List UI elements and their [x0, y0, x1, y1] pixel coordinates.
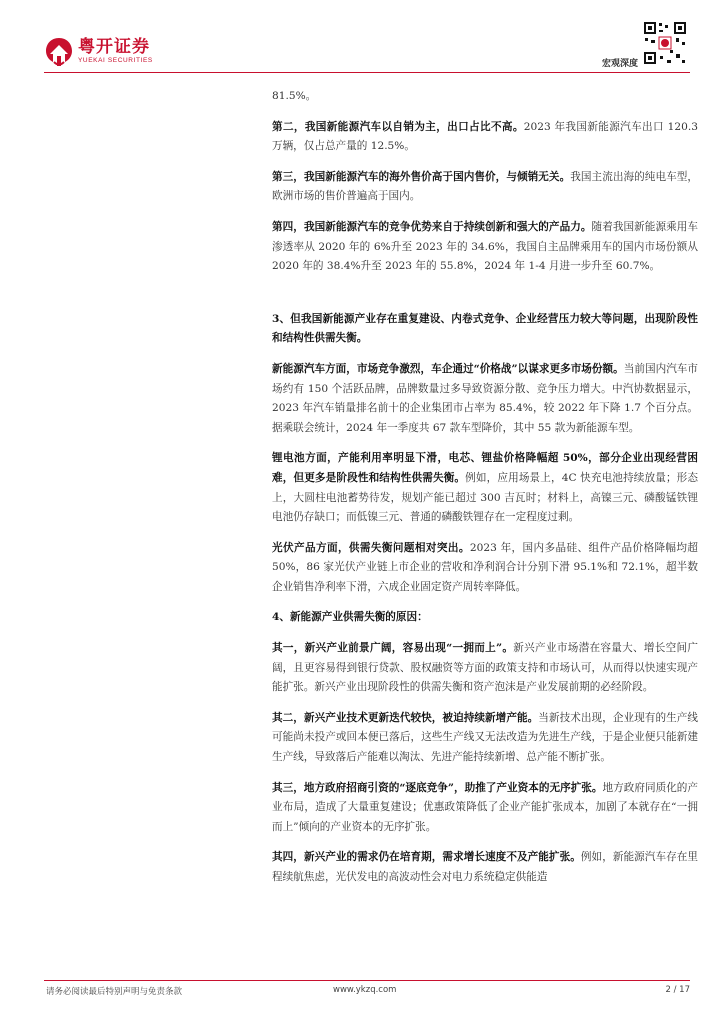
paragraph: 锂电池方面，产能利用率明显下滑，电芯、锂盐价格降幅超 50%，部分企业出现经营困难，但更多是阶段性和结构性供需失衡。例如，应用场景上，4C 快充电池持续放量；形态上，大圆柱电池蓄势待发，规划产能已超过 300 吉瓦时；材料上，高镍三元、磷酸锰铁锂电池仍存缺口；而低镍三元、普通的磷酸铁锂存在一定程度过剩。 [272, 452, 699, 524]
brand-name-en: YUEKAI SECURITIES [78, 57, 153, 65]
yuekai-logo-icon [44, 36, 74, 68]
section-heading: 4、新能源产业供需失衡的原因： [272, 611, 428, 624]
disclaimer-note: 请务必阅读最后特别声明与免责条款 [46, 987, 183, 997]
paragraph: 81.5%。 [272, 90, 317, 102]
brand-name-cn: 粤开证券 [78, 37, 150, 58]
website-link[interactable]: www.ykzq.com [333, 985, 397, 995]
page-number: 2 / 17 [665, 985, 690, 995]
footer-divider [44, 980, 690, 981]
paragraph: 光伏产品方面，供需失衡问题相对突出。2023 年，国内多晶硅、组件产品价格降幅均超 50%，86 家光伏产业链上市企业的营收和净利润合计分别下滑 95.1%和 72.1%，超半数企业销售净利率下滑，六成企业固定资产周转率降低。 [272, 541, 699, 593]
section-gap [272, 288, 698, 310]
article-body [272, 87, 698, 899]
paragraph: 其二，新兴产业技术更新迭代较快，被迫持续新增产能。当新技术出现，企业现有的生产线可能尚未投产或回本便已落后，这些生产线又无法改造为先进生产线，于是企业便只能新建生产线，导致落后产能难以淘汰、先进产能持续新增、总产能不断扩张。 [272, 711, 699, 764]
paragraph: 第三，我国新能源汽车的海外售价高于国内售价，与倾销无关。我国主流出海的纯电车型，欧洲市场的售价普遍高于国内。 [272, 170, 699, 203]
header-divider [44, 72, 690, 73]
section-heading: 3、但我国新能源产业存在重复建设、内卷式竞争、企业经营压力较大等问题，出现阶段性和结构性供需失衡。 [272, 312, 698, 345]
brand-logo [44, 36, 153, 68]
paragraph: 新能源汽车方面，市场竞争激烈，车企通过“价格战”以谋求更多市场份额。当前国内汽车市场约有 150 个活跃品牌，品牌数量过多导致资源分散、竞争压力增大。中汽协数据显示，2023 年汽车销量排名前十的企业集团市占率为 85.4%，较 2022 年下降 1.7 个百分点。据乘联会统计，2024 年一季度共 67 款车型降价，其中 55 款为新能源车型。 [272, 362, 699, 434]
paragraph: 第四，我国新能源汽车的竞争优势来自于持续创新和强大的产品力。随着我国新能源乘用车渗透率从 2020 年的 6%升至 2023 年的 34.6%，我国自主品牌乘用车的国内市场份额从 2020 年的 38.4%升至 2023 年的 55.8%，2024 年 1-4 月进一步升至 60.7%。 [272, 220, 699, 273]
report-type-label: 宏观深度 [601, 59, 638, 69]
page-header [0, 0, 724, 80]
paragraph: 其四，新兴产业的需求仍在培育期，需求增长速度不及产能扩张。例如，新能源汽车存在里程续航焦虑，光伏发电的高波动性会对电力系统稳定供能造 [272, 851, 698, 883]
paragraph: 其一，新兴产业前景广阔，容易出现“一拥而上”。新兴产业市场潜在容量大、增长空间广阔，且更容易得到银行贷款、股权融资等方面的政策支持和市场认可，从而得以快速实现产能扩张。新兴产业出现阶段性的供需失衡和资产泡沫是产业发展前期的必经阶段。 [272, 642, 699, 694]
paragraph: 第二，我国新能源汽车以自销为主，出口占比不高。2023 年我国新能源汽车出口 120.3 万辆，仅占总产量的 12.5%。 [272, 120, 698, 153]
qr-code-icon [642, 20, 688, 66]
paragraph: 其三，地方政府招商引资的“逐底竞争”，助推了产业资本的无序扩张。地方政府同质化的产业布局，造成了大量重复建设；优惠政策降低了企业产能扩张成本，加剧了本就存在“一拥而上”倾向的产业资本的无序扩张。 [272, 781, 699, 833]
